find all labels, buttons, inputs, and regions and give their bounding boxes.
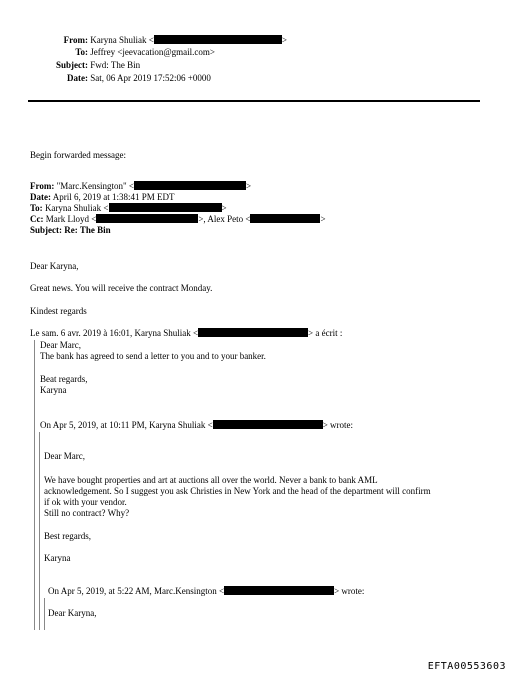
- header-to: [30, 47, 215, 58]
- redaction-bar: [224, 586, 334, 595]
- quote1-signature: Karyna: [40, 385, 67, 395]
- message1-greeting: Dear Karyna,: [30, 261, 79, 271]
- from-name: Karyna Shuliak <: [90, 35, 154, 45]
- to-value: Jeffrey <jeevacation@gmail.com>: [90, 47, 215, 57]
- message1-body: Great news. You will receive the contract Monday.: [30, 283, 213, 293]
- redaction-bar: [198, 328, 308, 337]
- quote2-signature: Karyna: [44, 553, 71, 563]
- quote2-greeting: Dear Marc,: [44, 451, 85, 461]
- quote3-attribution: On Apr 5, 2019, at 5:22 AM, Marc.Kensington < > wrote:: [48, 586, 365, 596]
- header-date: [30, 73, 211, 84]
- quote2-closing: Best regards,: [44, 531, 91, 541]
- date-label: Date:: [67, 73, 88, 83]
- quote-level1-bar: [34, 340, 35, 630]
- date-value: Sat, 06 Apr 2019 17:52:06 +0000: [90, 73, 211, 83]
- header-divider: [28, 100, 480, 102]
- header-from: From: Karyna Shuliak < >: [30, 35, 287, 46]
- redaction-bar: [134, 181, 246, 190]
- fwd-date: Date: April 6, 2019 at 1:38:41 PM EDT: [30, 192, 175, 202]
- quote1-closing: Beat regards,: [40, 374, 88, 384]
- redaction-bar: [250, 214, 320, 223]
- from-label: From:: [63, 35, 88, 45]
- header-subject: [30, 60, 140, 71]
- message1-closing: Kindest regards: [30, 306, 87, 316]
- subject-value: Fwd: The Bin: [90, 60, 141, 70]
- quote1-greeting: Dear Marc,: [40, 340, 81, 350]
- quote1-body: The bank has agreed to send a letter to you and to your banker.: [40, 351, 266, 361]
- quote2-body-line1: We have bought properties and art at auctions all over the world. Never a bank to bank AML: [44, 475, 378, 485]
- fwd-from: From: "Marc.Kensington" < >: [30, 181, 252, 191]
- fwd-to: To: Karyna Shuliak < >: [30, 203, 227, 213]
- forward-intro: Begin forwarded message:: [30, 150, 126, 160]
- to-label: To:: [75, 47, 88, 57]
- quote-level2-bar: [39, 432, 40, 630]
- redaction-bar: [213, 420, 323, 429]
- quote1-attribution: Le sam. 6 avr. 2019 à 16:01, Karyna Shuliak < > a écrit :: [30, 328, 343, 338]
- quote-level3-bar: [44, 598, 45, 630]
- quote2-body-line2: acknowledgement. So I suggest you ask Christies in New York and the head of the department will confirm: [44, 486, 431, 496]
- redaction-bar: [109, 203, 222, 212]
- subject-label: Subject:: [56, 60, 88, 70]
- fwd-cc: Cc: Mark Lloyd < >, Alex Peto < >: [30, 214, 326, 224]
- redaction-bar: [154, 35, 282, 44]
- quote2-body-line4: Still no contract? Why?: [44, 508, 130, 518]
- quote3-greeting: Dear Karyna,: [48, 608, 97, 618]
- redaction-bar: [96, 214, 198, 223]
- document-id: EFTA00553603: [427, 661, 506, 672]
- quote2-body-line3: if ok with your vendor.: [44, 497, 127, 507]
- fwd-subject: Subject: Re: The Bin: [30, 225, 111, 235]
- quote2-attribution: On Apr 5, 2019, at 10:11 PM, Karyna Shuliak < > wrote:: [40, 420, 354, 430]
